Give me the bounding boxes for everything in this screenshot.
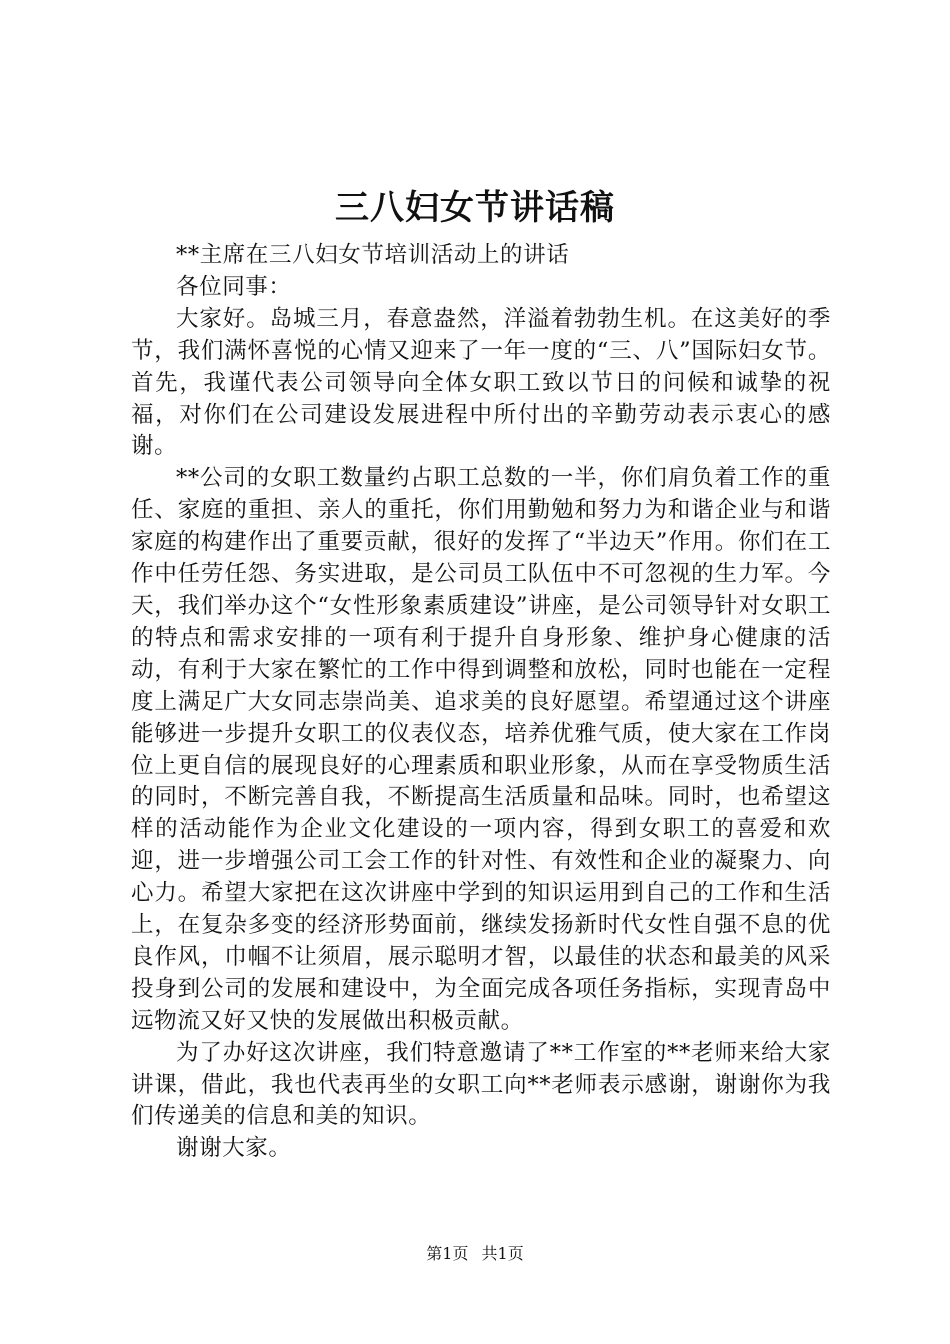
speech-subtitle: **主席在三八妇女节培训活动上的讲话 (176, 242, 570, 268)
salutation: 各位同事： (176, 273, 292, 300)
paragraph: 为了办好这次讲座，我们特意邀请了**工作室的**老师来给大家讲课，借此，我也代表再坐的女职工向**老师表示感谢，谢谢你为我们传递美的信息和美的知识。 (131, 1039, 831, 1130)
page-footer (0, 1243, 950, 1265)
page-number: 第1页 (426, 1244, 469, 1263)
page-total: 共1页 (481, 1244, 524, 1263)
paragraph: **公司的女职工数量约占职工总数的一半，你们肩负着工作的重任、家庭的重担、亲人的重托，你们用勤勉和努力为和谐企业与和谐家庭的构建作出了重要贡献，很好的发挥了“半边天”作用。你们在工作中任劳任怨、务实进取，是公司员工队伍中不可忽视的生力军。今天，我们举办这个“女性形象素质建设”讲座，是公司领导针对女职工的特点和需求安排的一项有利于提升自身形象、维护身心健康的活动，有利于大家在繁忙的工作中得到调整和放松，同时也能在一定程度上满足广大女同志崇尚美、追求美的良好愿望。希望通过这个讲座能够进一步提升女职工的仪表仪态，培养优雅气质，使大家在工作岗位上更自信的展现良好的心理素质和职业形象，从而在享受物质生活的同时，不断完善自我，不断提高生活质量和品味。同时，也希望这样的活动能作为企业文化建设的一项内容，得到女职工的喜爱和欢迎，进一步增强公司工会工作的针对性、有效性和企业的凝聚力、向心力。希望大家把在这次讲座中学到的知识运用到自己的工作和生活上，在复杂多变的经济形势面前，继续发扬新时代女性自强不息的优良作风，巾帼不让须眉，展示聪明才智，以最佳的状态和最美的风采投身到公司的发展和建设中，为全面完成各项任务指标，实现青岛中远物流又好又快的发展做出积极贡献。 (131, 465, 831, 1034)
document-body (131, 240, 831, 1165)
document-title: 三八妇女节讲话稿 (335, 188, 615, 228)
paragraph: 大家好。岛城三月，春意盎然，洋溢着勃勃生机。在这美好的季节，我们满怀喜悦的心情又迎来了一年一度的“三、八”国际妇女节。首先，我谨代表公司领导向全体女职工致以节日的问候和诚挚的祝福，对你们在公司建设发展进程中所付出的辛勤劳动表示衷心的感谢。 (131, 305, 831, 460)
closing-line: 谢谢大家。 (176, 1135, 292, 1162)
